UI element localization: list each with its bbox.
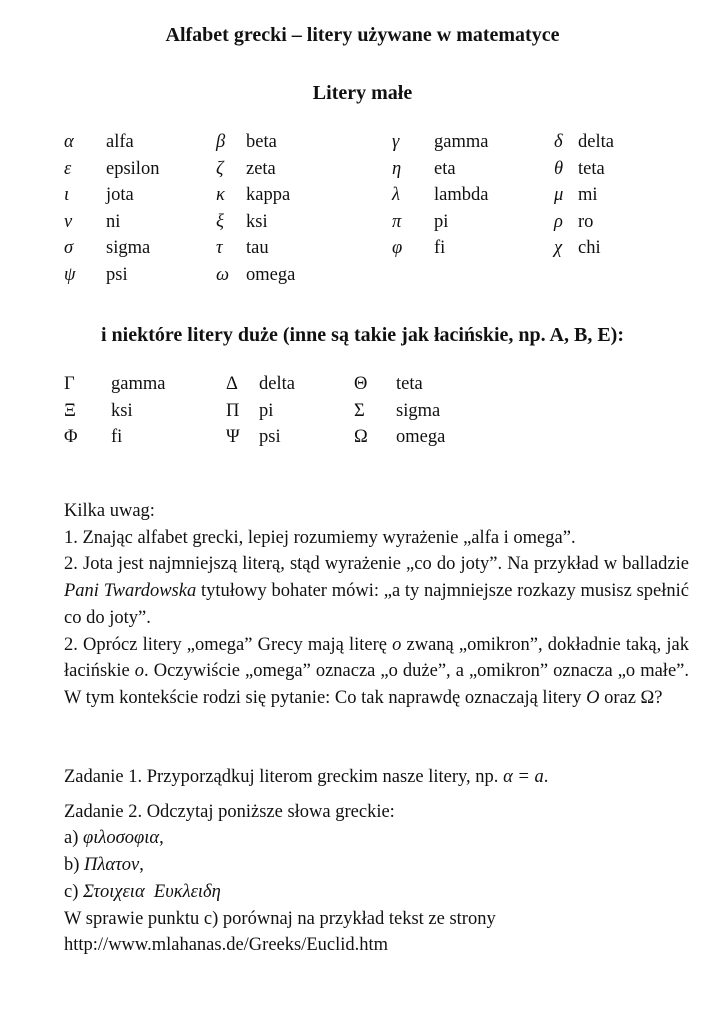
greek-symbol: Θ [354,374,368,394]
letter-name: epsilon [106,158,160,179]
letter-name: zeta [246,158,276,179]
letter-name: teta [578,158,605,179]
lowercase-heading: Litery małe [312,82,413,104]
letter-cell [64,374,226,401]
greek-symbol: α [64,132,74,152]
greek-symbol: ζ [216,158,224,179]
greek-symbol: χ [554,238,563,259]
letter-cell [64,238,216,265]
letter-cell [354,401,494,428]
task-text: . [543,767,549,787]
item-punct: , [139,855,144,876]
greek-symbol: ψ [64,264,76,285]
greek-symbol: ξ [216,211,224,232]
item-label: b) [64,855,85,876]
letter-cell [64,185,216,212]
letter-cell [64,401,226,428]
greek-symbol: ρ [554,211,563,232]
letter-cell [226,374,354,401]
letter-name: alfa [106,132,134,152]
math-letter: o [134,661,145,682]
note-text: tytułowy bohater mówi: „a ty najmniejsze rozkazy musisz spełnić co do joty”. [64,581,689,628]
letter-name: psi [106,264,128,285]
letter-name: omega [396,427,446,448]
greek-symbol: Δ [226,374,238,394]
letter-name: delta [259,374,295,394]
greek-symbol: λ [392,185,401,206]
note-text: zwaną „omikron”, dokładnie taką, jak łacińskie [64,634,689,682]
letter-cell [216,265,392,292]
letter-cell [392,212,554,239]
greek-word: Πλατον [84,855,140,876]
task-reference: W sprawie punktu c) porównaj na przykład tekst ze strony [64,908,496,929]
letter-cell [216,238,392,265]
greek-symbol: γ [392,132,400,152]
letter-cell [226,401,354,428]
greek-symbol: θ [554,158,564,179]
greek-symbol: η [392,158,402,179]
letter-cell [392,159,554,186]
letter-name: lambda [434,185,489,206]
letter-cell [392,132,554,159]
greek-symbol: ν [64,211,73,232]
letter-name: teta [396,374,423,394]
letter-name: fi [111,427,123,448]
greek-symbol: π [392,211,402,232]
greek-symbol: Ω [354,427,368,448]
page-title: Alfabet grecki – litery używane w matematyce [165,24,560,46]
letter-cell [216,185,392,212]
letter-name: sigma [106,238,151,259]
greek-symbol: κ [216,185,225,206]
notes-intro: Kilka uwag: [64,501,155,521]
letter-name: kappa [246,185,291,206]
math-letter: O [586,687,600,708]
letter-name: pi [434,211,449,232]
letter-cell [554,212,684,239]
task-item-a [64,825,689,852]
letter-name: eta [434,158,456,179]
ballad-title: Pani Twardowska [64,581,197,602]
greek-symbol: Π [226,400,240,421]
letter-cell [64,159,216,186]
note-text: oraz Ω? [599,687,663,708]
greek-symbol: ε [64,158,72,179]
note-alpha-omega: 1. Znając alfabet grecki, lepiej rozumiemy wyrażenie „alfa i omega”. [64,527,576,548]
greek-symbol: ω [216,264,230,285]
letter-name: fi [434,238,446,259]
greek-symbol: β [216,132,226,152]
letter-cell [216,132,392,159]
math-example: α = a [503,767,544,787]
greek-symbol: τ [216,238,223,259]
letter-name: psi [259,427,281,448]
greek-symbol: σ [64,238,74,259]
math-letter: o [392,634,402,655]
greek-symbol: ι [64,185,70,206]
letter-cell [216,212,392,239]
letter-cell [354,374,494,401]
letter-cell [554,185,684,212]
item-label: c) [64,881,83,902]
letter-cell [64,427,226,454]
letter-cell [64,132,216,159]
note-jota [64,551,689,631]
letter-name: mi [578,185,598,206]
letter-name: ni [106,211,121,232]
letter-cell [554,238,684,265]
greek-symbol: Ψ [226,427,240,448]
greek-symbol: Ξ [64,400,76,421]
letter-name: pi [259,400,274,421]
letter-cell [216,159,392,186]
task-text: Zadanie 1. Przyporządkuj literom greckim nasze litery, np. [64,767,504,787]
tasks-section [64,764,689,959]
letter-name: ksi [111,400,133,421]
letter-cell [64,212,216,239]
letter-cell [354,427,494,454]
letter-cell [226,427,354,454]
greek-symbol: δ [554,132,563,152]
letter-name: tau [246,238,269,259]
letter-name: ro [578,211,594,232]
reference-url[interactable]: http://www.mlahanas.de/Greeks/Euclid.htm [64,935,389,956]
greek-word: Στοιχεια Ευκλειδη [83,881,221,902]
letter-name: jota [106,185,134,206]
letter-cell [554,159,684,186]
item-label: a) [64,828,83,849]
note-omikron [64,632,689,712]
letter-name: beta [246,132,277,152]
letter-cell [392,238,554,265]
uppercase-heading: i niektóre litery duże (inne są takie jak łacińskie, np. A, B, E): [101,324,624,346]
greek-symbol: Σ [354,400,365,421]
greek-symbol: φ [392,238,403,259]
letter-name: chi [578,238,601,259]
letter-name: gamma [434,132,489,152]
letter-name: sigma [396,400,441,421]
task-item-b [64,852,689,879]
task-2: Zadanie 2. Odczytaj poniższe słowa greckie: [64,801,395,822]
task-1 [64,764,689,791]
task-item-c [64,879,689,906]
letter-name: gamma [111,374,166,394]
item-punct: , [159,828,164,849]
letter-name: delta [578,132,614,152]
greek-word: φιλοσοφια [83,828,160,849]
note-text: 2. Oprócz litery „omega” Grecy mają literę [64,634,393,655]
lowercase-table [64,132,684,292]
note-text: 2. Jota jest najmniejszą literą, stąd wyrażenie „co do joty”. Na przykład w balladzie [64,554,689,575]
greek-symbol: μ [554,185,564,206]
greek-symbol: Γ [64,374,75,394]
letter-name: ksi [246,211,268,232]
note-text: . Oczywiście „omega” oznacza „o duże”, a „omikron” oznacza „o małe”. W tym kontekście rodzi się pytanie: Co tak naprawdę oznaczają litery [64,661,689,708]
letter-name: omega [246,264,296,285]
uppercase-table [64,374,494,454]
letter-cell [554,132,684,159]
notes-section [64,498,689,712]
letter-cell [64,265,216,292]
letter-cell [392,185,554,212]
greek-symbol: Φ [64,427,78,448]
